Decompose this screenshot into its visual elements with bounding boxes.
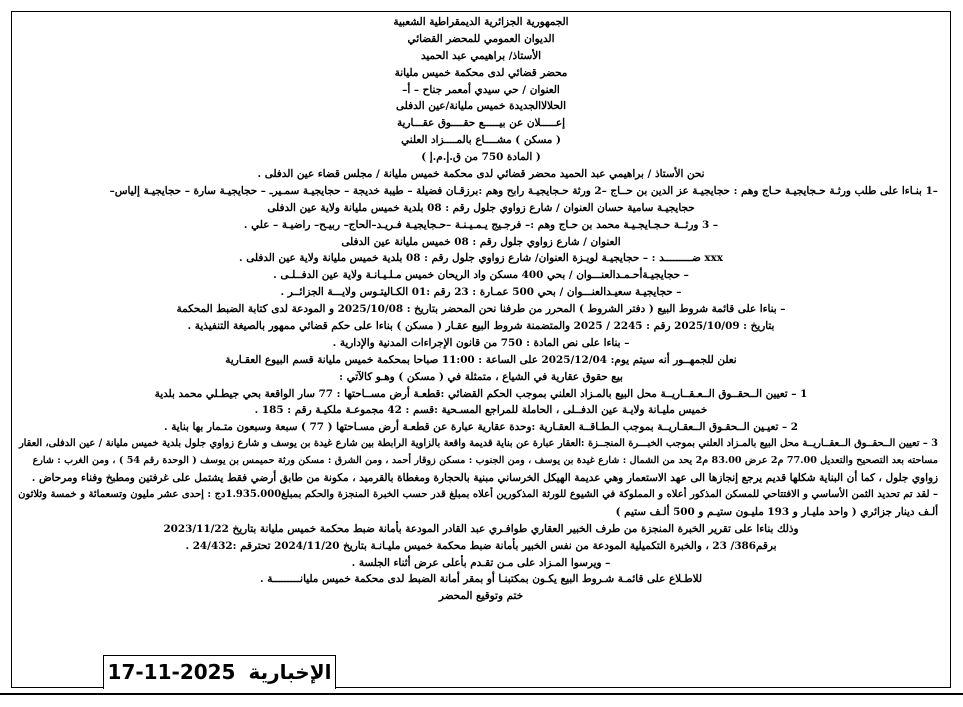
notice-title: إعـــــلان عن بيـــــع حقــــوق عقـــارية [396, 117, 566, 130]
newspaper-footer [103, 655, 336, 689]
publication-date: 17-11-2025 [107, 660, 236, 684]
bottom-rule [0, 693, 963, 695]
body-line: مساحته بعد التصحيح والتعديل 77.00 م2 عرض 83.00 م2 يحد من الشمال : شارع غيدة بن يوسف ، ومن الجنوب : مسكن زوقار أحمد ، ومن الشرق : مسكن ورثة حميمس بن يوسف ( الوحدة رقم 54 ) ، ومن الغرب : شارع [32, 455, 938, 467]
notice-article: ( المادة 750 من ق.إ.م.إ ) [421, 151, 541, 164]
body-line: – بناءا على نص المادة : 750 من قانون الإجراءات المدنية والإدارية . [332, 336, 630, 349]
body-line: 3 – تعيين الــحقــوق الــعقــاريــة محل البيع بالمـزاد العلني بموجب الخبـــرة المنجــزة :العقار عبارة عن بناية قديمة واقعة بالزاوية الرابطة بين شارع غيدة بن يوسف و شارع زواوي جلول بلدية خميس مليانة / عين الدفلى، العقار [18, 438, 938, 450]
body-line: زواوي جلول ، كما أن البناية شكلها قديم يرجع إنجازها الى عهد الاستعمار وهي عديمة الهيكل الخرساني مبنية بالحجارة ومغطاة بالقرميد ، مكونة من طابق أرضي فقط يشتمل على غرفتين ومطبخ وفناء ومرحاض . [31, 472, 938, 485]
body-line: xxx ضـــــــــد : – حجايجيـة لويـزة العنوان/ شارع زواوي جلول رقم : 08 بلدية خميس مليانة ولاية عين الدفلى . [238, 252, 724, 265]
announcement-text [18, 14, 944, 605]
body-line: – بناءا على قائمة شروط البيع ( دفتر الشروط ) المحرر من طرفنا نحن المحضر بتاريخ : 2025/10/08 و المودعة لدى كتابة الضبط المحكمة [176, 303, 786, 316]
body-line: للاطـلاع على قائمـة شـروط البيع يكـون بمكتبنـا أو بمقر أمانة الضبط لدى محكمة خميس مليانـــــــــة . [259, 573, 703, 586]
notice-subtitle: ( مسكن ) مشــــاع بالمــــزاد العلني [401, 134, 561, 147]
body-line: نعلن للجمهــور أنه سيتم يوم: 2025/12/04 على الساعة : 11:00 صباحا بمحكمة خميس مليانة قسم البيوع العقـارية [225, 353, 737, 366]
body-line: العنوان / شارع زواوي جلول رقم : 08 خميس مليانة عين الدفلى [341, 235, 621, 248]
body-line: بتاريخ : 2025/10/09 رقم : 2245 / 2025 والمتضمنة شروط البيع عقـار ( مسكن ) بناءا على حكم قضائي ممهور بالصيغة التنفيذية . [187, 320, 775, 333]
body-line: 1 – تعيين الــحقــوق الــعـقــاريــة محل البيع بالمـزاد العلني بموجب الحكم القضائي :قطعـة أرض مســاحتها : 77 سار الواقعة بحي جيطـلي محمد بلدية [154, 387, 808, 400]
header-line: الجمهورية الجزائرية الديمقراطية الشعبية [393, 16, 569, 28]
header-line: العنوان / حي سيدي أمعمر جناح – أ– [402, 83, 560, 96]
body-line: نحن الأستاذ / براهيمي عبد الحميد محضر قضائي لدى محكمة خميس مليانة / مجلس قضاء عين الدفلى . [257, 168, 705, 181]
body-line: حجايجيـة سامية حسان العنوان / شارع زواوي جلول رقم : 08 بلدية خميس مليانة ولاية عين الدفلى [267, 201, 695, 214]
body-line: – لقد تم تحديد الثمن الأساسي و الافتتاحي للمسكن المذكور أعلاه و المملوكة في الشيوع للورثة المذكورين أعلاه بمبلغ قدر حسب الخبرة المنجزة والحكم بمبلغ1.935.000دج : إحدى عشر مليون وتسعمائة و خمسة وثلاثون [18, 488, 938, 500]
header-line: محضر قضائي لدى محكمة خميس مليانة [394, 66, 568, 79]
header-line: الحلالاالجديدة خميس مليانة/عين الدفلى [396, 100, 566, 113]
body-line: 2 – تعيـين الــحقـوق الــعقـاريــة بموجب الـطـاقــة العقـارية :وحدة عقارية عبارة عن قطعـة أرض مسـاحتها ( 77 ) سبعة وسبعون متـمار بها بناية . [163, 421, 799, 434]
body-line: ختم وتوقيع المحضر [438, 590, 524, 603]
body-line: – 3 ورثــة حـجـايجـيـة محمد بن حـاج وهم :– فرجـيج يـمـيـنـة –حـجايجيـة فـريـد–الحاج– ربيـح– راضيـة – علي . [243, 218, 719, 231]
body-line: – حجايجيـةأحـمـدالعنـــوان / بحي 400 مسكن واد الريحان خميس مـلـيـانـة ولاية عين الدفــلـى . [273, 269, 689, 282]
header-line: الأستاذ/ براهيمي عبد الحميد [420, 49, 542, 62]
body-line: برقم386/ 23 ، والخبرة التكميلية المودعة من نفس الخبير بأمانة ضبط محكمة خميس مليـانـة بتاريخ 2024/11/20 تحترقم :24/432 . [185, 539, 777, 552]
header-line: الديوان العمومي للمحضر القضائي [407, 32, 555, 45]
body-line: –1 بنـاءا على طلب ورثـة حـجايجيـة حـاج وهم : حجايجيـة عز الدين بن حــاج –2 ورثة حـجايجيـة رابح وهم :برزقـان فضيلة – طيبة خديجة – حجايجيـة سمـيرـ – حجايجيـة سارة – حجايجيـة إلياس– [109, 184, 938, 197]
body-line: وذلك بناءا على تقرير الخبرة المنجزة من طرف الخبير العقاري طوافـري عبد القادر المودعة بأمانة ضبط محكمة خميس مليانة بتاريخ 2023/11/22 [163, 522, 799, 535]
body-line: – ويرسوا المـزاد على مـن تقـدم بأعلى عرض أثناء الجلسة . [351, 556, 611, 569]
newspaper-name: الإخبارية [248, 660, 332, 684]
body-line: ألـف دينار جزائري ( واحد مليـار و 193 مليـون ستيـم و 500 ألـف ستيم ) [615, 505, 938, 518]
body-line: خميس مليـانة ولايـة عين الدفــلى ، الحاملة للمراجع المسـحية :قسم : 42 مجموعـة ملكيـة رقم : 185 . [254, 404, 708, 417]
body-line: بيع حقوق عقارية في الشياع ، متمثلة في ( مسكن ) وهـو كالآتي : [339, 370, 623, 383]
body-line: – حجايجيـة سعيـدالعنـــوان / بحي 500 عمـارة : 23 رقم :01 الكـاليتـوس ولايـــة الجزائــر . [280, 286, 682, 299]
